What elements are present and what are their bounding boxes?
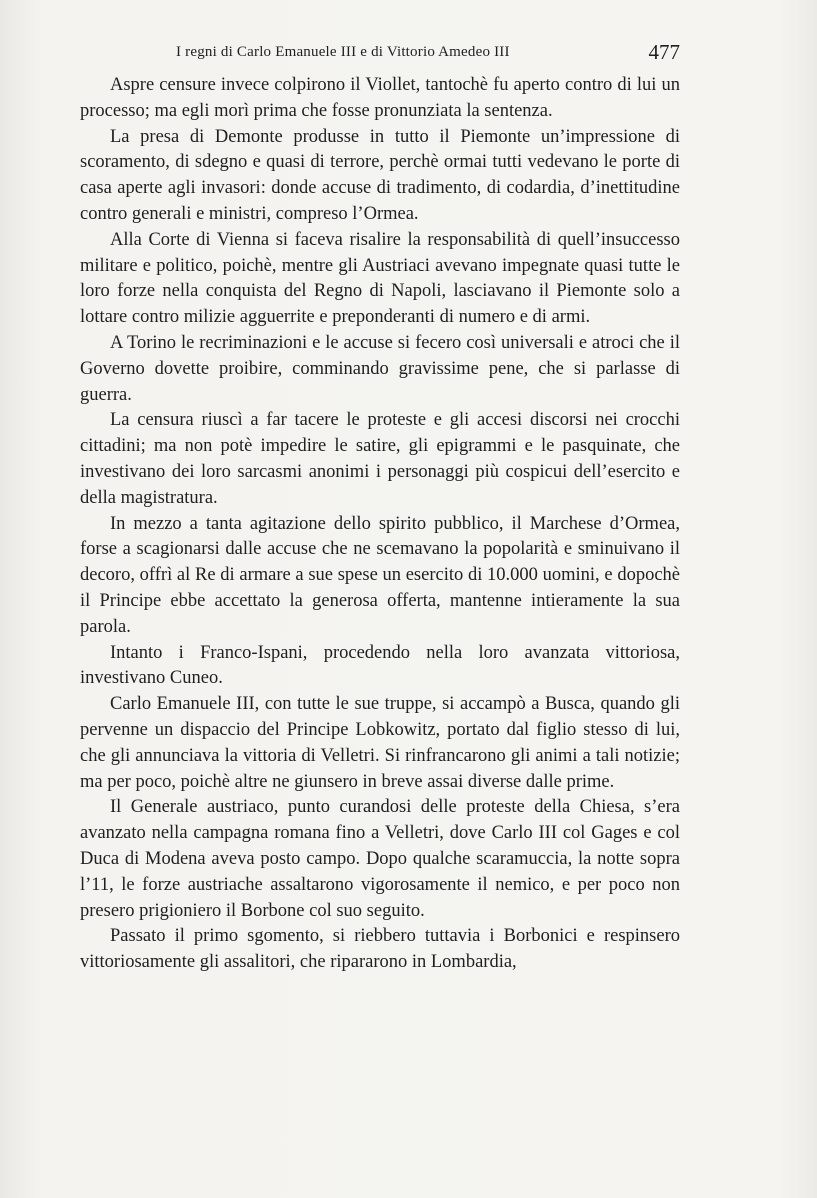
paragraph: Alla Corte di Vienna si faceva risalire la responsabilità di quell’insuccesso militare e politico, poichè, mentre gli Austriaci avevano impegnate quasi tutte le loro forze nella conquista del Regno di Napoli, lasciavano il Piemonte solo a lottare contro milizie agguerrite e preponderanti di numero e di armi. <box>80 229 680 328</box>
paragraph: Il Generale austriaco, punto curandosi delle proteste della Chiesa, s’era avanzato nella campagna romana fino a Velletri, dove Carlo III col Gages e col Duca di Modena aveva posto campo. Dopo qualche scaramuccia, la notte sopra l’11, le forze austriache assaltarono vigorosamente il nemico, e per poco non presero prigioniero il Borbone col suo seguito. <box>80 797 680 921</box>
running-title: I regni di Carlo Emanuele III e di Vittorio Amedeo III <box>176 44 510 60</box>
paragraph: In mezzo a tanta agitazione dello spirito pubblico, il Marchese d’Ormea, forse a scagionarsi dalle accuse che ne scemavano la popolarità e sminuivano il decoro, offrì al Re di armare a sue spese un esercito di 10.000 uomini, e dopochè il Principe ebbe accettato la generosa offerta, mantenne intieramente la sua parola. <box>80 513 680 637</box>
paragraph: Passato il primo sgomento, si riebbero tuttavia i Borbonici e respinsero vittoriosamente gli assalitori, che ripararono in Lombardia, <box>80 926 680 973</box>
paragraph: La presa di Demonte produsse in tutto il Piemonte un’impressione di scoramento, di sdegno e quasi di terrore, perchè ormai tutti vedevano le porte di casa aperte agli invasori: donde accuse di tradimento, di codardia, d’inettitudine contro generali e ministri, compreso l’Ormea. <box>80 126 680 224</box>
paragraph: Aspre censure invece colpirono il Viollet, tantochè fu aperto contro di lui un processo; ma egli morì prima che fosse pronunziata la sentenza. <box>80 75 680 121</box>
paragraph: Intanto i Franco-Ispani, procedendo nella loro avanzata vittoriosa, investivano Cuneo. <box>80 642 680 689</box>
body-text <box>80 73 680 976</box>
paragraph: La censura riuscì a far tacere le proteste e gli accesi discorsi nei crocchi cittadini; ma non potè impedire le satire, gli epigrammi e le pasquinate, che investivano dei loro sarcasmi anonimi i personaggi più cospicui dell’esercito e della magistratura. <box>80 410 680 508</box>
page-header <box>80 40 680 66</box>
page-number: 477 <box>648 40 680 64</box>
paragraph: A Torino le recriminazioni e le accuse si fecero così universali e atroci che il Governo dovette proibire, comminando gravissime pene, che si parlasse di guerra. <box>80 332 680 405</box>
paragraph: Carlo Emanuele III, con tutte le sue truppe, si accampò a Busca, quando gli pervenne un dispaccio del Principe Lobkowitz, portato dal figlio stesso di lui, che gli annunciava la vittoria di Velletri. Si rinfrancarono gli animi a tali notizie; ma per poco, poichè altre ne giunsero in breve assai diverse dalle prime. <box>80 694 680 792</box>
